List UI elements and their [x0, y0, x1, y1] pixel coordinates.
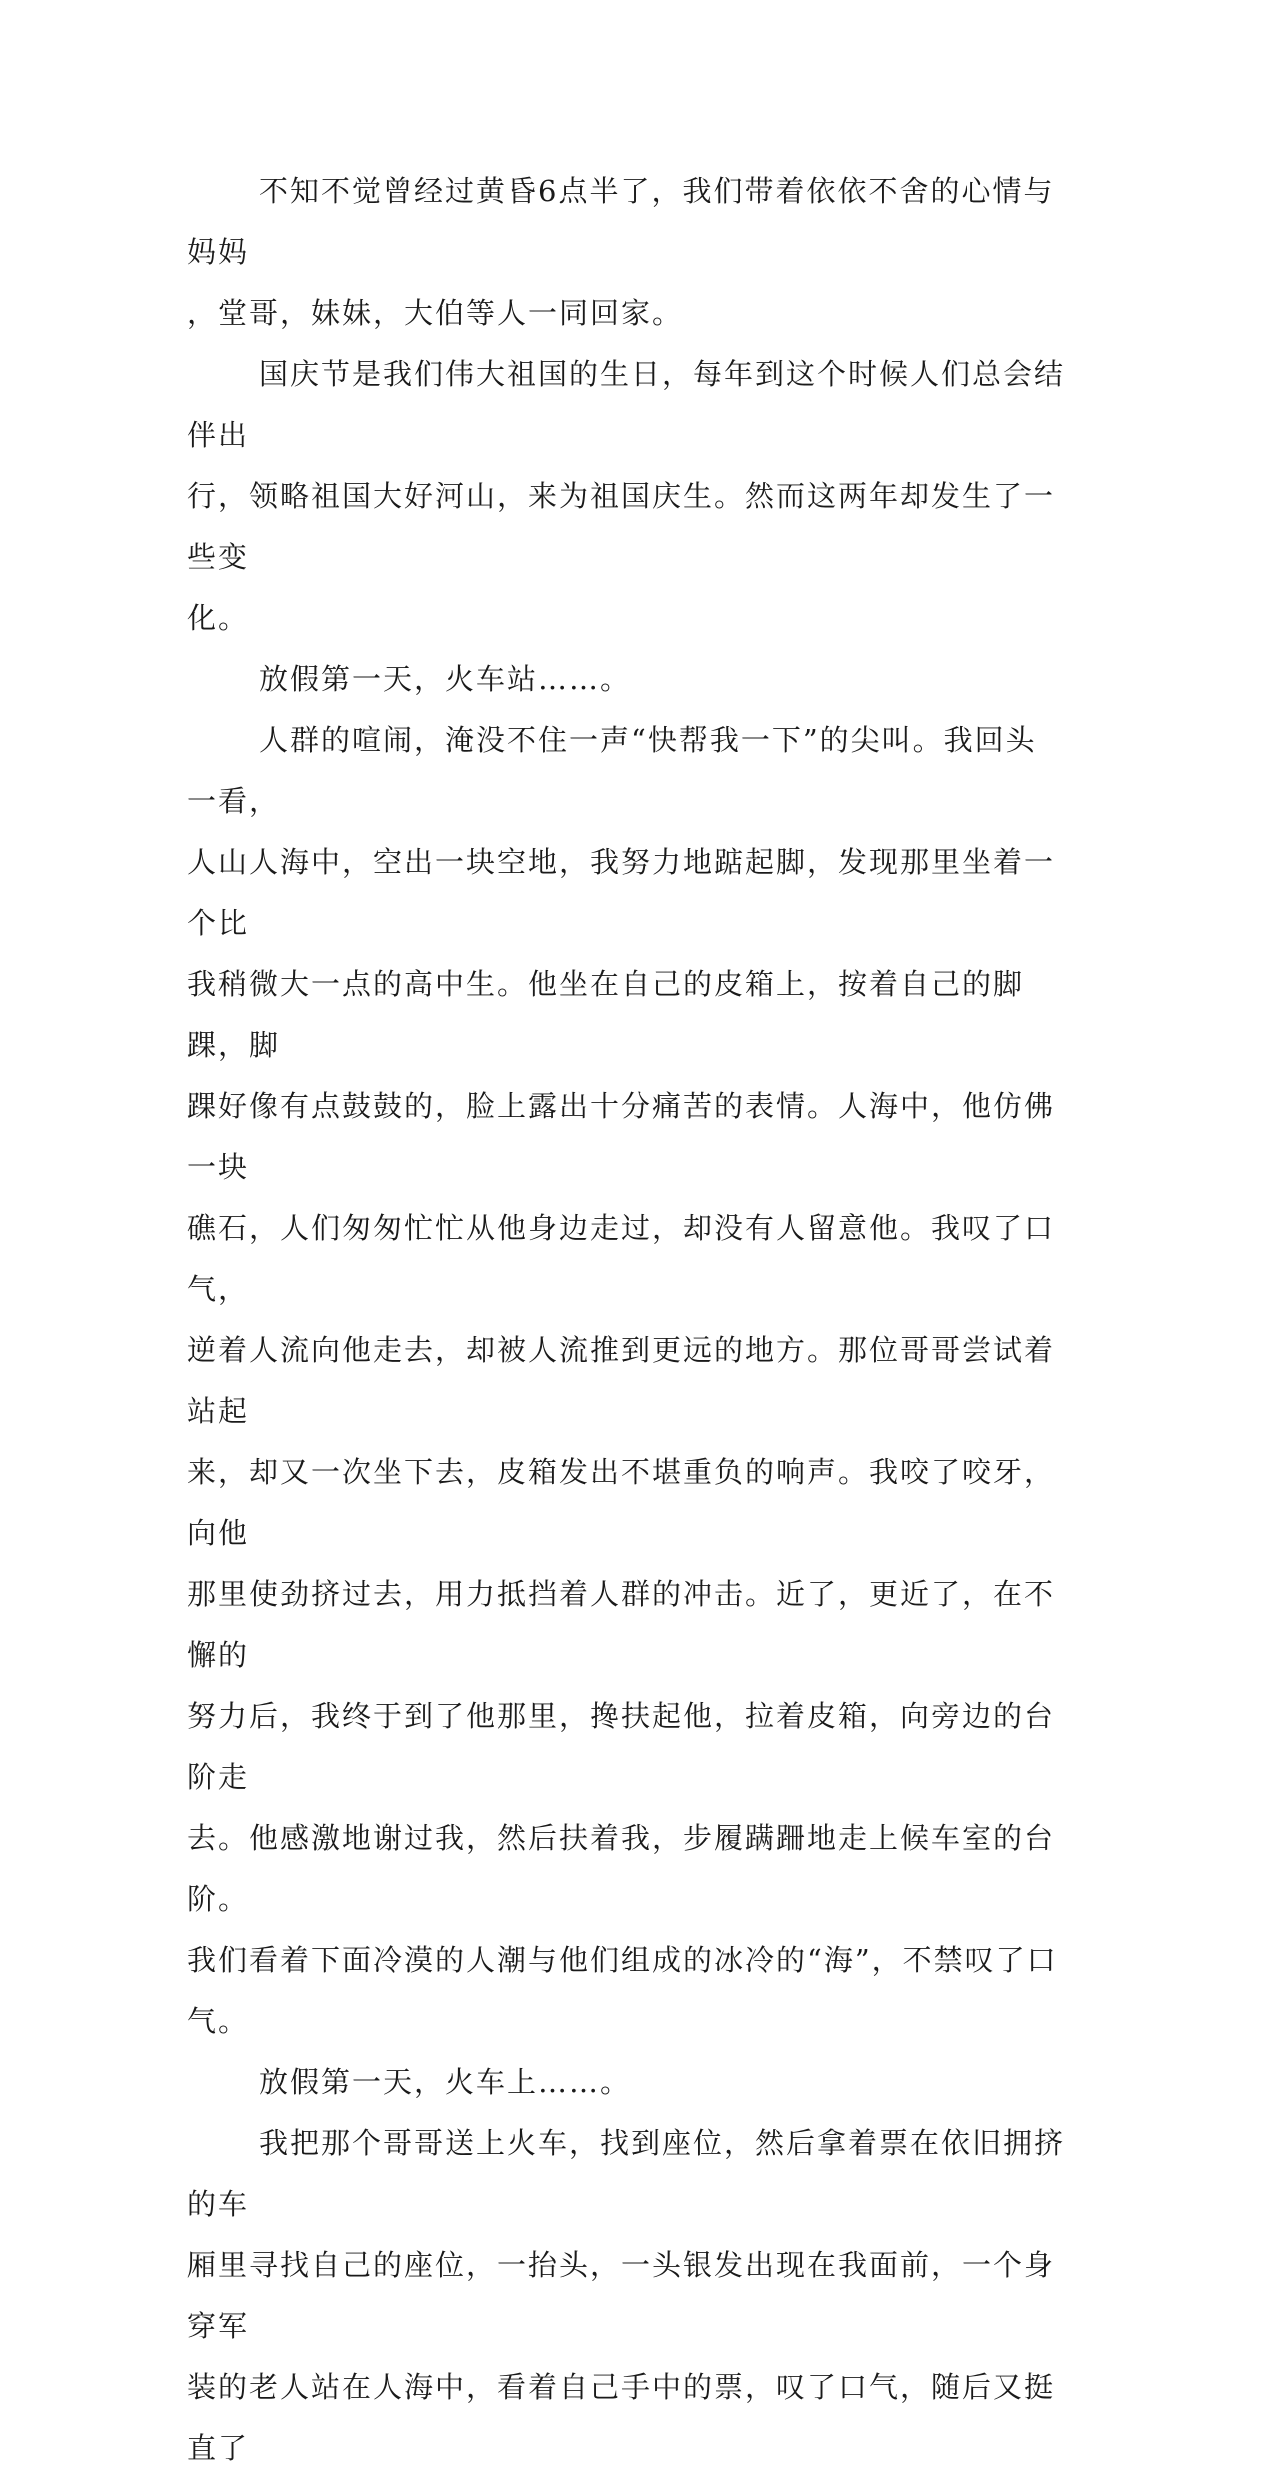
text-line: 我稍微大一点的高中生。他坐在自己的皮箱上，按着自己的脚踝，脚	[187, 967, 1025, 1062]
text-line: 人群的喧闹，淹没不住一声“快帮我一下”的尖叫。我回头一看，	[187, 723, 1037, 818]
text-line: 礁石，人们匆匆忙忙从他身边走过，却没有人留意他。我叹了口气，	[187, 1211, 1056, 1306]
document-body	[187, 161, 1067, 2479]
text-line: 逆着人流向他走去，却被人流推到更远的地方。那位哥哥尝试着站起	[187, 1333, 1056, 1428]
text-line: 努力后，我终于到了他那里，搀扶起他，拉着皮箱，向旁边的台阶走	[187, 1699, 1056, 1794]
text-line: 人山人海中，空出一块空地，我努力地踮起脚，发现那里坐着一个比	[187, 845, 1056, 940]
text-line: 行，领略祖国大好河山，来为祖国庆生。然而这两年却发生了一些变	[187, 479, 1056, 574]
text-line: 装的老人站在人海中，看着自己手中的票，叹了口气，随后又挺直了	[187, 2370, 1056, 2465]
text-line: 踝好像有点鼓鼓的，脸上露出十分痛苦的表情。人海中，他仿佛一块	[187, 1089, 1056, 1184]
text-line: 国庆节是我们伟大祖国的生日，每年到这个时候人们总会结伴出	[187, 357, 1066, 452]
text-line: ，堂哥，妹妹，大伯等人一同回家。	[187, 296, 684, 330]
text-line: 我们看着下面冷漠的人潮与他们组成的冰冷的“海”，不禁叹了口气。	[187, 1943, 1058, 2038]
text-line: 不知不觉曾经过黄昏6点半了，我们带着依依不舍的心情与妈妈	[187, 174, 1055, 269]
text-line: 厢里寻找自己的座位，一抬头，一头银发出现在我面前，一个身穿军	[187, 2248, 1056, 2343]
text-line: 来，却又一次坐下去，皮箱发出不堪重负的响声。我咬了咬牙，向他	[187, 1455, 1056, 1550]
text-line: 放假第一天，火车上……。	[259, 2065, 632, 2099]
text-line: 去。他感激地谢过我，然后扶着我，步履蹒跚地走上候车室的台阶。	[187, 1821, 1056, 1916]
text-line: 我把那个哥哥送上火车，找到座位，然后拿着票在依旧拥挤的车	[187, 2126, 1066, 2221]
text-line: 那里使劲挤过去，用力抵挡着人群的冲击。近了，更近了，在不懈的	[187, 1577, 1056, 1672]
text-line: 放假第一天，火车站……。	[259, 662, 632, 696]
text-line: 化。	[187, 601, 250, 635]
